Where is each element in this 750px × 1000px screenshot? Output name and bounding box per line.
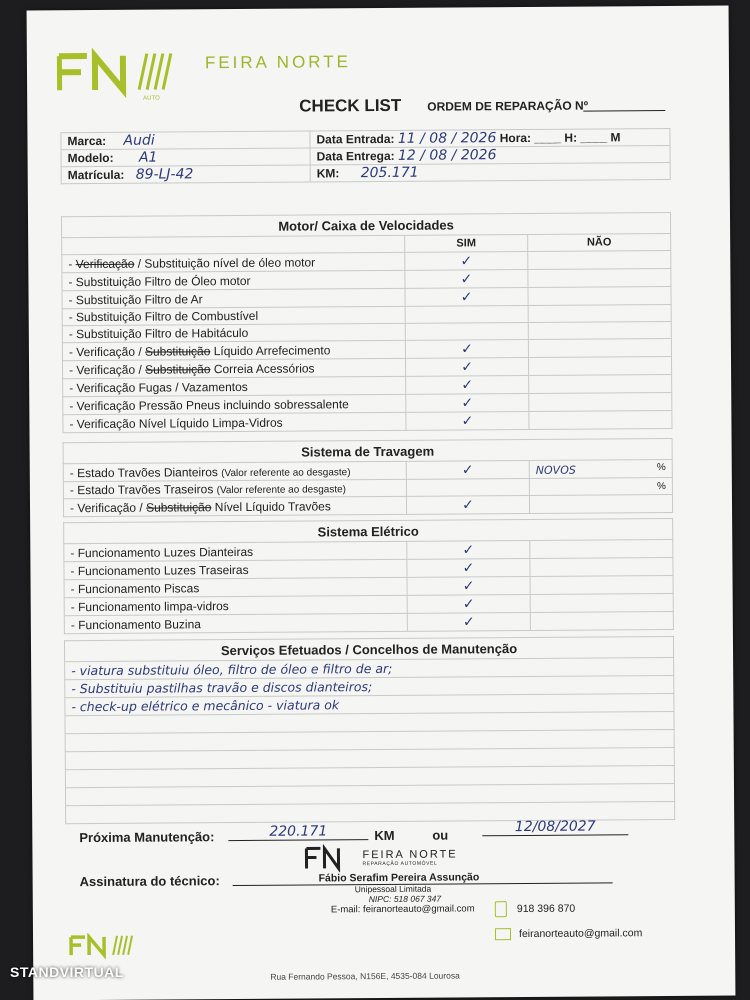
nao-cell[interactable] bbox=[530, 539, 673, 558]
stamp-sub-brand: REPARAÇÃO AUTOMÓVEL bbox=[362, 860, 438, 868]
phone-icon bbox=[495, 901, 507, 917]
motor-item-label: - Substituição Filtro de Óleo motor bbox=[62, 270, 405, 290]
motor-title: Motor/ Caixa de Velocidades bbox=[61, 212, 670, 237]
modelo-cell: Modelo: A1 bbox=[61, 148, 310, 167]
stamp-owner: Fábio Serafim Pereira Assunção bbox=[318, 871, 480, 885]
nao-cell[interactable] bbox=[528, 286, 671, 305]
email-contact: feiranorteauto@gmail.com bbox=[495, 927, 642, 940]
travagem-row-dianteiros: - Estado Travões Dianteiros (Valor referente ao desgaste) ✓ NOVOS % bbox=[63, 459, 672, 481]
travoes-dianteiros-note: NOVOS bbox=[535, 463, 576, 477]
nao-cell[interactable] bbox=[529, 374, 672, 393]
km-value: 205.171 bbox=[360, 164, 419, 182]
checkmark-icon[interactable]: ✓ bbox=[405, 339, 528, 358]
checkmark-icon[interactable]: ✓ bbox=[406, 375, 529, 394]
stamp-company: Unipessoal Limitada bbox=[354, 883, 432, 895]
order-number-field[interactable] bbox=[583, 110, 665, 112]
nao-cell[interactable] bbox=[529, 392, 672, 411]
nao-cell[interactable] bbox=[528, 356, 671, 375]
km-cell: KM: 205.171 bbox=[310, 162, 670, 182]
km-unit: KM bbox=[374, 827, 395, 844]
phone-contact: 918 396 870 bbox=[495, 901, 576, 918]
eletrico-item-label: - Funcionamento Piscas bbox=[64, 577, 407, 597]
marca-value: Audi bbox=[123, 132, 155, 149]
eletrico-item-label: - Funcionamento Luzes Traseiras bbox=[64, 559, 407, 579]
travagem-row-liquido: - Verificação / Substituição Nível Líquido Travões ✓ bbox=[63, 494, 672, 516]
checkmark-icon[interactable]: ✓ bbox=[405, 357, 528, 376]
motor-item-label: - Substituição Filtro de Ar bbox=[62, 288, 405, 308]
nao-cell[interactable] bbox=[528, 268, 671, 287]
checkmark-icon[interactable]: ✓ bbox=[405, 287, 528, 306]
nao-cell[interactable] bbox=[530, 557, 673, 576]
fn-small-logo bbox=[69, 933, 135, 959]
entrega-value: 12 / 08 / 2026 bbox=[397, 147, 497, 164]
entrada-cell: Data Entrada: 11 / 08 / 2026 Hora: ____ H: ____ M bbox=[310, 128, 670, 148]
nao-header: NÃO bbox=[528, 233, 671, 251]
matricula-value: 89-LJ-42 bbox=[135, 166, 194, 183]
entrega-cell: Data Entrega: 12 / 08 / 2026 bbox=[310, 145, 670, 165]
servicos-title: Serviços Efetuados / Concelhos de Manutenção bbox=[64, 636, 673, 661]
motor-table bbox=[61, 212, 673, 433]
checkmark-icon[interactable]: ✓ bbox=[405, 251, 528, 270]
checkmark-icon[interactable]: ✓ bbox=[406, 411, 529, 430]
service-line-text[interactable]: - Substituiu pastilhas travão e discos dianteiros; bbox=[65, 675, 674, 697]
nao-cell[interactable] bbox=[530, 575, 673, 594]
service-line-text[interactable]: - check-up elétrico e mecânico - viatura ok bbox=[65, 693, 674, 715]
nao-cell[interactable] bbox=[530, 611, 673, 630]
servicos-table bbox=[64, 636, 675, 824]
proxima-label: Próxima Manutenção: bbox=[79, 829, 215, 846]
checkmark-icon[interactable]: ✓ bbox=[406, 460, 529, 479]
proxima-data-value[interactable]: 12/08/2027 bbox=[482, 818, 628, 836]
eletrico-row bbox=[64, 611, 673, 633]
matricula-cell: Matrícula: 89-LJ-42 bbox=[61, 165, 310, 184]
checkmark-icon[interactable] bbox=[405, 305, 528, 323]
nao-cell[interactable] bbox=[528, 338, 671, 357]
company-address: Rua Fernando Pessoa, N156E, 4535-084 Lourosa bbox=[270, 970, 460, 982]
eletrico-title: Sistema Elétrico bbox=[64, 518, 673, 543]
checkmark-icon[interactable]: ✓ bbox=[406, 495, 529, 514]
eletrico-item-label: - Funcionamento Luzes Dianteiras bbox=[64, 541, 407, 561]
checkmark-icon[interactable]: ✓ bbox=[407, 576, 530, 595]
order-label: ORDEM DE REPARAÇÃO Nº bbox=[427, 98, 589, 114]
nao-cell[interactable] bbox=[529, 410, 672, 429]
mail-icon bbox=[495, 928, 511, 940]
eletrico-item-label: - Funcionamento Buzina bbox=[64, 613, 407, 633]
stamp-logo bbox=[304, 844, 356, 872]
nao-cell[interactable] bbox=[528, 250, 671, 269]
travagem-table bbox=[63, 438, 674, 517]
eletrico-item-label: - Funcionamento limpa-vidros bbox=[64, 595, 407, 615]
nao-cell[interactable] bbox=[528, 321, 671, 339]
brand-name: FEIRA NORTE bbox=[204, 52, 352, 73]
service-line-text[interactable]: - viatura substituiu óleo, filtro de óleo e filtro de ar; bbox=[65, 657, 674, 679]
motor-item-label: - Verificação / Substituição nível de óleo motor bbox=[62, 252, 405, 272]
checklist-sheet bbox=[27, 6, 736, 1000]
checkmark-icon[interactable]: ✓ bbox=[407, 612, 530, 631]
assinatura-label: Assinatura do técnico: bbox=[79, 873, 220, 890]
checkmark-icon[interactable]: ✓ bbox=[407, 540, 530, 559]
checkmark-icon[interactable]: ✓ bbox=[407, 558, 530, 577]
page-title: CHECK LIST bbox=[299, 95, 402, 116]
checkmark-icon[interactable]: ✓ bbox=[406, 393, 529, 412]
sim-header: SIM bbox=[405, 234, 528, 252]
modelo-value: A1 bbox=[138, 149, 158, 166]
motor-item-label: - Verificação / Substituição Correia Acessórios bbox=[62, 358, 405, 378]
marca-cell: Marca: Audi bbox=[61, 131, 310, 150]
nao-cell[interactable] bbox=[528, 304, 671, 322]
fn-logo bbox=[57, 47, 177, 103]
motor-item-label: - Verificação Pressão Pneus incluindo sobressalente bbox=[63, 394, 406, 414]
standvirtual-watermark: STANDVIRTUAL bbox=[10, 964, 124, 980]
eletrico-table bbox=[63, 518, 674, 634]
motor-row bbox=[63, 410, 672, 432]
stamp-nipc: NIPC: 518 067 347 bbox=[368, 893, 442, 905]
entrada-value: 11 / 08 / 2026 bbox=[397, 130, 497, 147]
motor-item-label: - Substituição Filtro de Combustível bbox=[62, 306, 405, 325]
travagem-row-traseiros: - Estado Travões Traseiros (Valor referente ao desgaste) % bbox=[63, 477, 672, 498]
stamp-brand: FEIRA NORTE bbox=[362, 848, 458, 862]
proxima-km-value[interactable]: 220.171 bbox=[228, 823, 368, 841]
ou-label: ou bbox=[432, 827, 449, 843]
vehicle-info-table bbox=[60, 128, 670, 184]
motor-item-label: - Verificação / Substituição Líquido Arrefecimento bbox=[62, 340, 405, 360]
motor-item-label: - Verificação Fugas / Vazamentos bbox=[63, 376, 406, 396]
motor-item-label: - Verificação Nível Líquido Limpa-Vidros bbox=[63, 412, 406, 432]
motor-item-label: - Substituição Filtro de Habitáculo bbox=[62, 323, 405, 342]
checkmark-icon[interactable]: ✓ bbox=[405, 269, 528, 288]
checkmark-icon[interactable]: ✓ bbox=[407, 594, 530, 613]
logo-sub: AUTO bbox=[143, 95, 160, 102]
nao-cell[interactable] bbox=[530, 593, 673, 612]
stamp-email: E-mail: feiranorteauto@gmail.com bbox=[330, 903, 475, 916]
travagem-title: Sistema de Travagem bbox=[63, 438, 672, 463]
checkmark-icon[interactable] bbox=[405, 322, 528, 340]
